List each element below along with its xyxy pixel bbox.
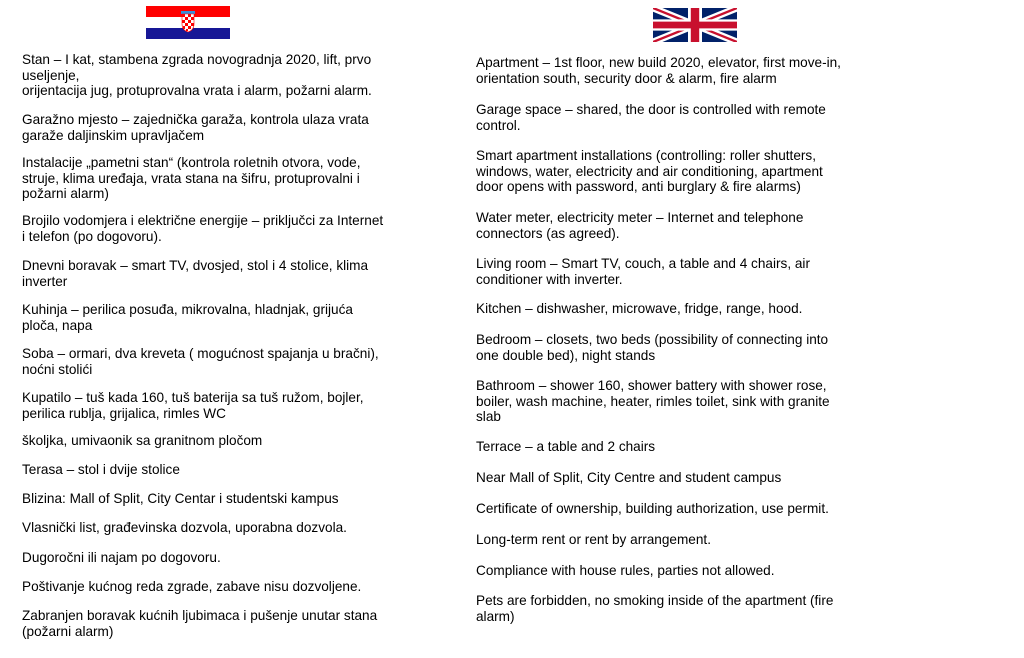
- hr-paragraph-smart-installations: Instalacije „pametni stan“ (kontrola roletnih otvora, vode, struje, klima uređaja, vrata stana na šifru, protuprovalni i požarni alarm): [22, 155, 361, 201]
- en-paragraph-bedroom: Bedroom – closets, two beds (possibility of connecting into one double bed), night stands: [476, 332, 829, 363]
- en-paragraph-rent-terms: Long-term rent or rent by arrangement.: [476, 532, 711, 547]
- en-paragraph-bathroom: Bathroom – shower 160, shower battery with shower rose, boiler, wash machine, heater, rimles toilet, sink with granite slab: [476, 378, 830, 424]
- en-paragraph-pets-smoking: Pets are forbidden, no smoking inside of the apartment (fire alarm): [476, 593, 834, 624]
- uk-flag-icon: [653, 8, 737, 42]
- en-paragraph-living-room: Living room – Smart TV, couch, a table and 4 chairs, air conditioner with inverter.: [476, 256, 810, 287]
- hr-paragraph-bedroom: Soba – ormari, dva kreveta ( mogućnost spajanja u bračni), noćni stolići: [22, 346, 379, 377]
- en-paragraph-smart-installations: Smart apartment installations (controlling: roller shutters, windows, water, electricity and air conditioning, apartment door opens with password, anti burglary & fire alarms): [476, 148, 823, 194]
- en-paragraph-house-rules: Compliance with house rules, parties not allowed.: [476, 563, 775, 578]
- hr-paragraph-apartment: Stan – I kat, stambena zgrada novogradnja 2020, lift, prvo useljenje, orijentacija jug, protuprovalna vrata i alarm, požarni alarm.: [22, 52, 372, 98]
- hr-paragraph-documents: Vlasnički list, građevinska dozvola, uporabna dozvola.: [22, 520, 347, 535]
- hr-paragraph-kitchen: Kuhinja – perilica posuđa, mikrovalna, hladnjak, grijuća ploča, napa: [22, 302, 353, 333]
- en-paragraph-terrace: Terrace – a table and 2 chairs: [476, 439, 656, 454]
- en-paragraph-meters: Water meter, electricity meter – Internet and telephone connectors (as agreed).: [476, 210, 804, 241]
- hr-paragraph-nearby: Blizina: Mall of Split, City Centar i studentski kampus: [22, 491, 339, 506]
- en-paragraph-kitchen: Kitchen – dishwasher, microwave, fridge, range, hood.: [476, 301, 803, 316]
- hr-paragraph-meters: Brojilo vodomjera i električne energije – priključci za Internet i telefon (po dogovoru).: [22, 213, 384, 244]
- en-paragraph-apartment: Apartment – 1st floor, new build 2020, elevator, first move-in, orientation south, security door & alarm, fire alarm: [476, 55, 841, 86]
- en-paragraph-garage: Garage space – shared, the door is controlled with remote control.: [476, 102, 826, 133]
- hr-paragraph-toilet-sink: školjka, umivaonik sa granitnom pločom: [22, 433, 263, 448]
- hr-paragraph-living-room: Dnevni boravak – smart TV, dvosjed, stol i 4 stolice, klima inverter: [22, 258, 369, 289]
- en-paragraph-documents: Certificate of ownership, building authorization, use permit.: [476, 501, 829, 516]
- hr-paragraph-rent-terms: Dugoročni ili najam po dogovoru.: [22, 550, 221, 565]
- hr-paragraph-house-rules: Poštivanje kućnog reda zgrade, zabave nisu dozvoljene.: [22, 579, 362, 594]
- hr-paragraph-pets-smoking: Zabranjen boravak kućnih ljubimaca i pušenje unutar stana (požarni alarm): [22, 608, 378, 639]
- en-paragraph-nearby: Near Mall of Split, City Centre and student campus: [476, 470, 782, 485]
- croatian-flag-icon: [146, 6, 230, 39]
- hr-paragraph-terrace: Terasa – stol i dvije stolice: [22, 462, 180, 477]
- hr-paragraph-garage: Garažno mjesto – zajednička garaža, kontrola ulaza vrata garaže daljinskim upravljačem: [22, 112, 369, 143]
- hr-paragraph-bathroom: Kupatilo – tuš kada 160, tuš baterija sa tuš ružom, bojler, perilica rublja, grijalica, rimles WC: [22, 390, 364, 421]
